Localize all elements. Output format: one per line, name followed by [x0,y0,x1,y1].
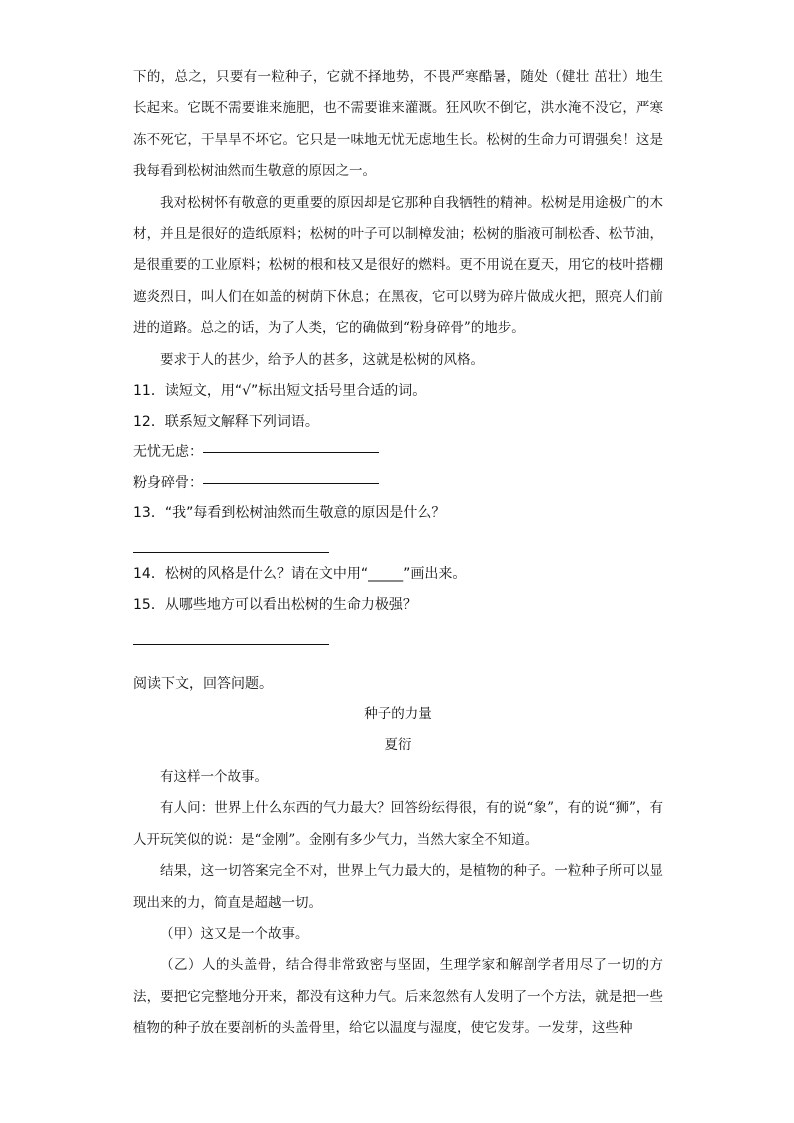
question-15: 15．从哪些地方可以看出松树的生命力极强？ [133,596,417,613]
reading-instruction: 阅读下文，回答问题。 [133,675,273,692]
passage2-paragraph-4: （甲）这又是一个故事。 [160,925,309,942]
passage2-author: 夏衍 [384,737,412,754]
passage2-paragraph-5: （乙）人的头盖骨，结合得非常致密与坚固，生理学家和解剖学者用尽了一切的方法，要把它完整地分开来，都没有这种力气。后来忽然有人发明了一个方法，就是把一些植物的种子放在要剖析的头盖骨里，给它以温度与湿度，使它发芽。一发芽，这些种 [133,957,663,1037]
answer-line-2[interactable] [203,482,379,484]
passage1-paragraph-1: 下的，总之，只要有一粒种子，它就不择地势，不畏严寒酷暑，随处（健壮 茁壮）地生长起来。它既不需要谁来施肥，也不需要谁来灌溉。狂风吹不倒它，洪水淹不没它，严寒冻不死它，干旱旱不坏它。它只是一味地无忧无虑地生长。松树的生命力可谓强矣！这是我每看到松树油然而生敬意的原因之一。 [133,69,663,180]
document-page [133,62,663,1045]
term-row-2 [133,468,663,499]
section-spacer [133,651,663,669]
question-12: 12．联系短文解释下列词语。 [133,413,319,430]
term-label-1: 无忧无虑： [133,444,203,461]
answer-line-15[interactable] [133,620,663,651]
question-14-text-b: ”画出来。 [403,566,467,583]
question-14-underline-mark: _____ [368,566,404,583]
question-13: 13．“我”每看到松树油然而生敬意的原因是什么？ [133,505,446,522]
passage2-paragraph-3: 结果，这一切答案完全不对，世界上气力最大的，是植物的种子。一粒种子所可以显现出来的力，简直是超越一切。 [133,863,663,911]
answer-line-1[interactable] [203,451,379,453]
question-11: 11．读短文，用“√”标出短文括号里合适的词。 [133,383,427,400]
term-row-1 [133,437,663,468]
question-14-text-a: 14．松树的风格是什么？请在文中用“ [133,566,369,583]
passage2-paragraph-1: 有这样一个故事。 [160,768,268,785]
answer-line-13[interactable] [133,529,663,560]
passage1-paragraph-3: 要求于人的甚少，给予人的甚多，这就是松树的风格。 [160,351,484,368]
passage2-title: 种子的力量 [364,706,432,723]
passage1-paragraph-2: 我对松树怀有敬意的更重要的原因却是它那种自我牺牲的精神。松树是用途极广的木材，并且是很好的造纸原料；松树的叶子可以制樟发油；松树的脂液可制松香、松节油，是很重要的工业原料；松树的根和枝又是很好的燃料。更不用说在夏天，用它的枝叶搭棚遮炎烈日，叫人们在如盖的树荫下休息；在黑夜，它可以劈为碎片做成火把，照亮人们前进的道路。总之的话，为了人类，它的确做到“粉身碎骨”的地步。 [133,194,663,337]
passage2-paragraph-2: 有人问：世界上什么东西的气力最大？回答纷纭得很，有的说“象”，有的说“狮”，有人开玩笑似的说：是“金刚”。金刚有多少气力，当然大家全不知道。 [133,800,663,848]
term-label-2: 粉身碎骨： [133,474,203,491]
question-14 [133,559,663,590]
